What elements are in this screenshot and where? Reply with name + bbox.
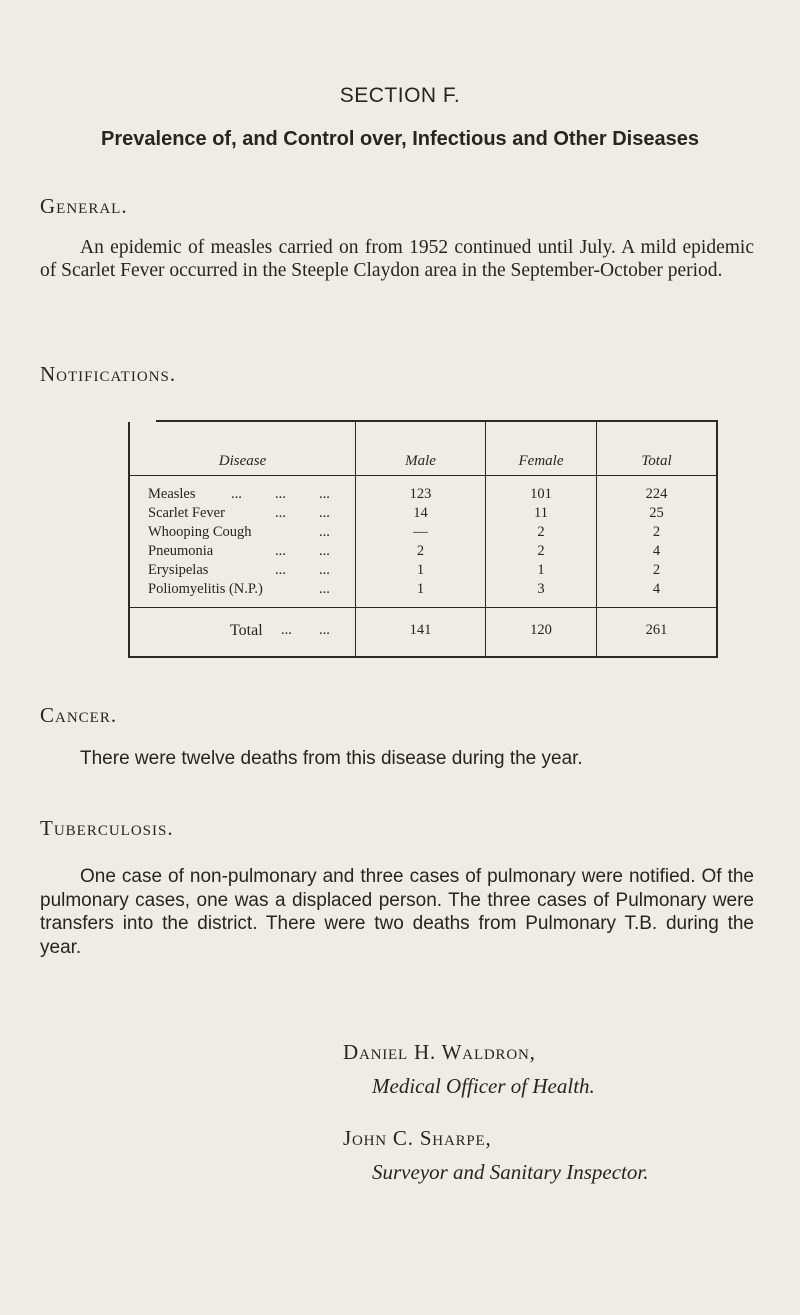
leader-dots: ... [319, 562, 330, 578]
table-right-rule [716, 422, 718, 658]
disease-name: Scarlet Fever [148, 505, 225, 521]
male-value: — [413, 524, 428, 540]
notifications-heading: Notifications. [40, 362, 177, 386]
disease-name: Erysipelas [148, 562, 209, 578]
leader-dots: ... [275, 562, 286, 578]
header-total: Total [641, 453, 672, 469]
leader-dots: ... [319, 486, 330, 502]
disease-name: Whooping Cough [148, 524, 252, 540]
male-value: 1 [416, 562, 425, 578]
tuberculosis-heading: Tuberculosis. [40, 816, 174, 840]
leader-dots: ... [319, 543, 330, 559]
total-value: 2 [652, 524, 661, 540]
table-bottom-rule [128, 656, 718, 658]
signatory-name: Daniel H. Waldron, [343, 1040, 536, 1064]
female-value: 3 [537, 581, 545, 597]
leader-dots: ... [275, 543, 286, 559]
male-value: 2 [416, 543, 425, 559]
female-value: 2 [537, 524, 545, 540]
total-value: 4 [652, 543, 661, 559]
disease-name: Pneumonia [148, 543, 214, 559]
total-value: 25 [649, 505, 664, 521]
female-value: 1 [537, 562, 545, 578]
disease-name: Measles [148, 486, 196, 502]
male-value: 123 [409, 486, 432, 502]
female-value: 101 [530, 486, 552, 502]
cancer-paragraph [40, 747, 754, 771]
table-top-rule [156, 420, 718, 422]
leader-dots: ... [319, 622, 330, 638]
table-header-rule [128, 475, 718, 476]
signatory-role: Medical Officer of Health. [372, 1074, 595, 1098]
leader-dots: ... [275, 486, 286, 502]
general-text: An epidemic of measles carried on from 1952 continued until July. A mild epidemic of Scarlet Fever occurred in the Steeple Claydon area in the September-October period. [40, 237, 754, 281]
header-disease: Disease [218, 453, 267, 469]
notifications-table [128, 420, 718, 658]
leader-dots: ... [319, 505, 330, 521]
female-value: 2 [537, 543, 545, 559]
section-title: SECTION F. [339, 84, 461, 107]
header-male: Male [405, 453, 436, 469]
leader-dots: ... [281, 622, 292, 638]
total-label: Total [230, 622, 263, 639]
tuberculosis-text: One case of non-pulmonary and three cases of pulmonary were notified. Of the pulmonary cases, one was a displaced person. The three cases of Pulmonary were transfers into the district. There were two deaths from Pulmonary T.B. during the year. [40, 866, 754, 958]
male-value: 14 [413, 505, 428, 521]
total-value: 2 [652, 562, 661, 578]
signatory-role: Surveyor and Sanitary Inspector. [372, 1160, 649, 1184]
tuberculosis-paragraph [40, 865, 754, 959]
cancer-heading: Cancer. [40, 703, 118, 727]
male-value: 1 [416, 581, 425, 597]
leader-dots: ... [275, 505, 286, 521]
general-paragraph [40, 237, 754, 282]
table-total-rule [128, 607, 718, 608]
female-value: 11 [534, 505, 548, 521]
header-female: Female [518, 453, 564, 469]
leader-dots: ... [319, 581, 330, 597]
total-value: 224 [645, 486, 668, 502]
total-value: 4 [652, 581, 661, 597]
cancer-text: There were twelve deaths from this disease during the year. [80, 748, 583, 769]
signatory-name: John C. Sharpe, [343, 1126, 492, 1150]
disease-name: Poliomyelitis (N.P.) [148, 581, 263, 597]
total-female: 120 [530, 622, 552, 638]
general-heading: General. [40, 194, 128, 218]
total-total: 261 [645, 622, 668, 638]
main-title: Prevalence of, and Control over, Infectious and Other Diseases [101, 128, 699, 150]
leader-dots: ... [231, 486, 242, 502]
total-male: 141 [409, 622, 432, 638]
leader-dots: ... [319, 524, 330, 540]
